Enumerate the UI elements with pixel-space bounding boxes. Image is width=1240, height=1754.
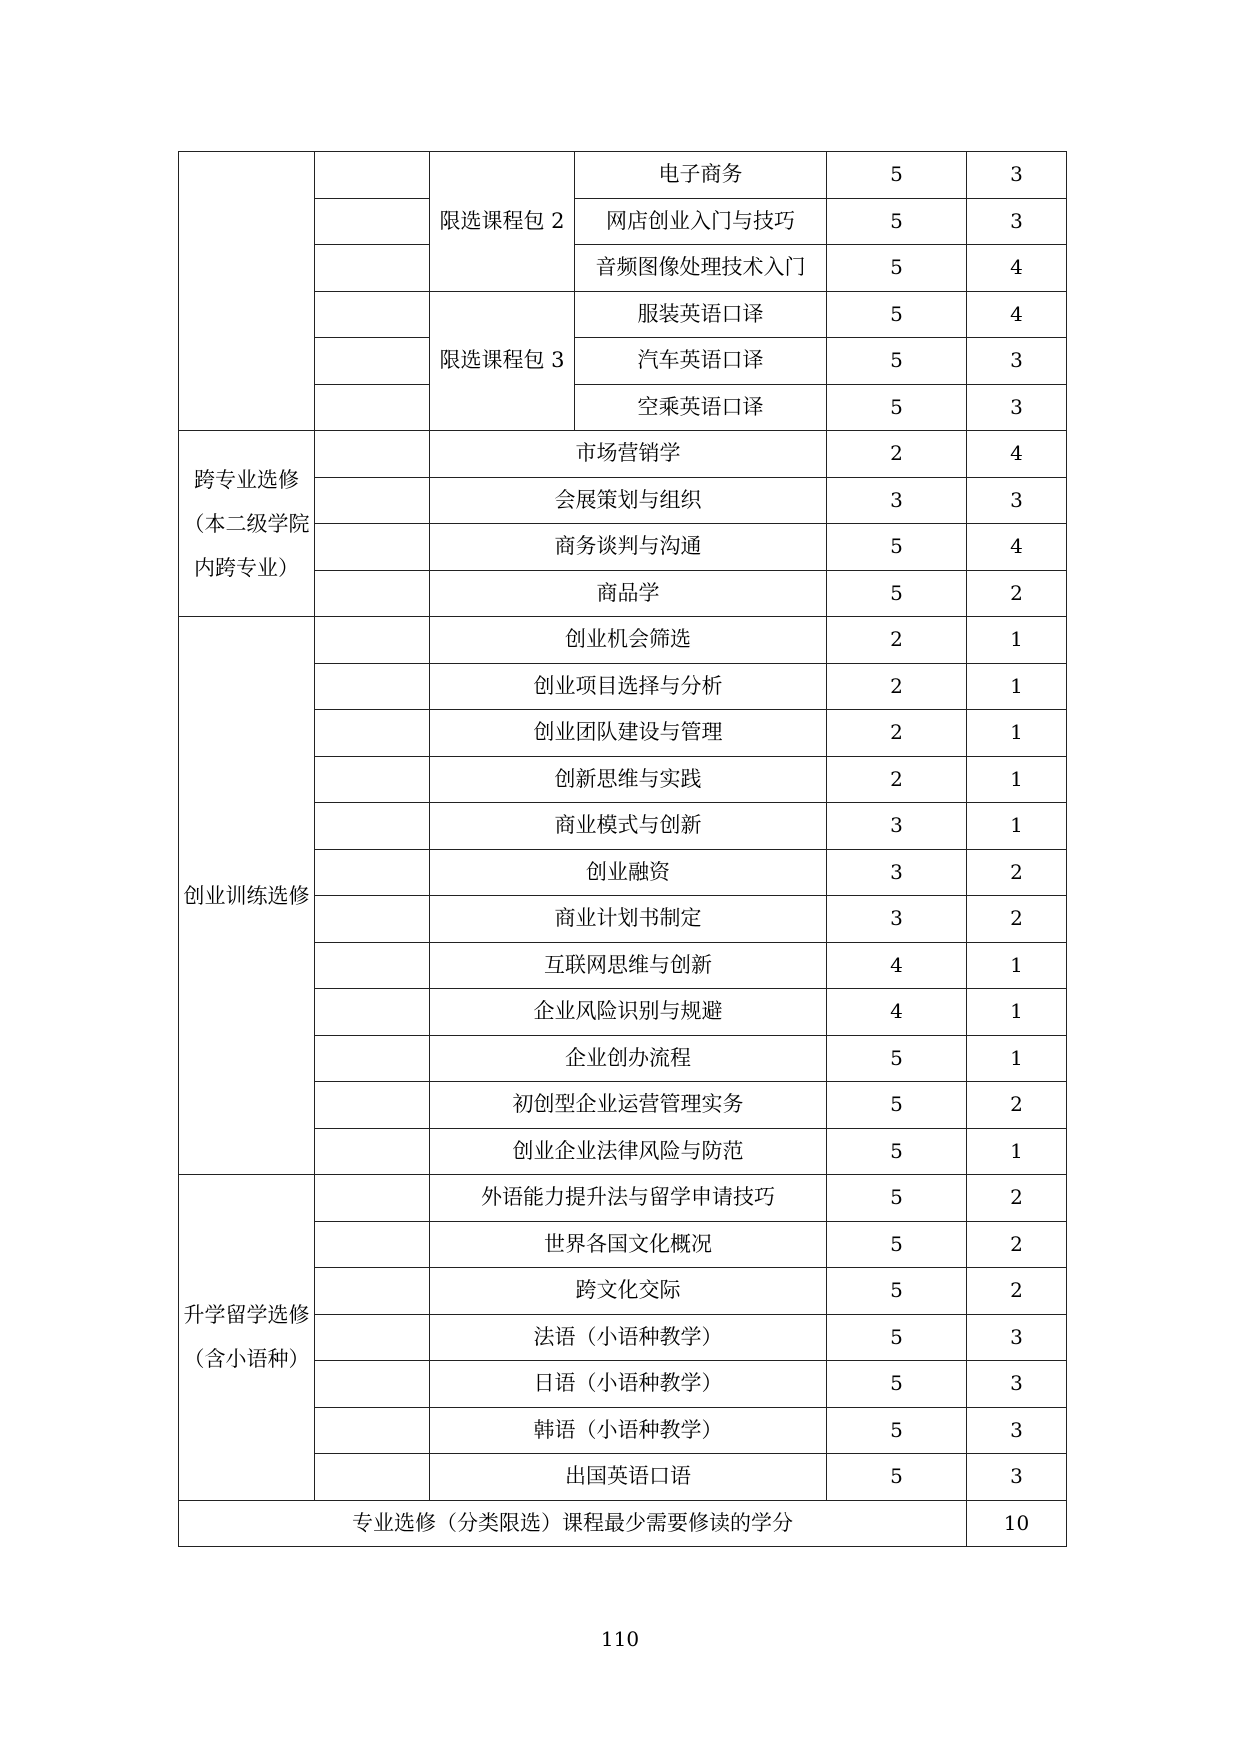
course-name: 音频图像处理技术入门 <box>575 245 827 292</box>
table-row <box>179 431 1067 478</box>
course-semester: 2 <box>827 756 967 803</box>
empty-cell <box>315 477 430 524</box>
course-name: 世界各国文化概况 <box>430 1221 827 1268</box>
empty-cell <box>315 989 430 1036</box>
course-name: 商务谈判与沟通 <box>430 524 827 571</box>
course-credits: 1 <box>967 1035 1067 1082</box>
course-credits: 1 <box>967 942 1067 989</box>
course-name: 创业融资 <box>430 849 827 896</box>
empty-cell <box>315 1082 430 1129</box>
course-name: 商品学 <box>430 570 827 617</box>
course-credits: 2 <box>967 570 1067 617</box>
table-row <box>179 152 1067 199</box>
empty-cell <box>315 152 430 199</box>
course-semester: 5 <box>827 570 967 617</box>
course-credits: 3 <box>967 1361 1067 1408</box>
empty-cell <box>315 245 430 292</box>
course-semester: 5 <box>827 1361 967 1408</box>
empty-cell <box>315 524 430 571</box>
course-name: 创业项目选择与分析 <box>430 663 827 710</box>
course-credits: 3 <box>967 198 1067 245</box>
course-credits: 2 <box>967 849 1067 896</box>
course-name: 出国英语口语 <box>430 1454 827 1501</box>
empty-cell <box>315 942 430 989</box>
course-credits: 1 <box>967 617 1067 664</box>
course-name: 跨文化交际 <box>430 1268 827 1315</box>
empty-cell <box>315 803 430 850</box>
course-name: 企业创办流程 <box>430 1035 827 1082</box>
empty-cell <box>315 570 430 617</box>
course-credits: 3 <box>967 1407 1067 1454</box>
course-name: 市场营销学 <box>430 431 827 478</box>
course-semester: 5 <box>827 1314 967 1361</box>
empty-category-cell <box>179 152 315 431</box>
course-groups <box>179 431 1067 1501</box>
course-name: 外语能力提升法与留学申请技巧 <box>430 1175 827 1222</box>
course-semester: 3 <box>827 896 967 943</box>
package-label: 限选课程包 3 <box>430 291 575 431</box>
course-credits: 4 <box>967 524 1067 571</box>
course-name: 法语（小语种教学） <box>430 1314 827 1361</box>
course-semester: 5 <box>827 524 967 571</box>
category-label: 跨专业选修（本二级学院内跨专业） <box>179 431 315 617</box>
course-semester: 5 <box>827 1268 967 1315</box>
course-credits: 3 <box>967 338 1067 385</box>
course-name: 互联网思维与创新 <box>430 942 827 989</box>
summary-row <box>179 1500 1067 1547</box>
course-name: 创新思维与实践 <box>430 756 827 803</box>
empty-cell <box>315 338 430 385</box>
course-credits: 3 <box>967 1454 1067 1501</box>
course-credits: 2 <box>967 1268 1067 1315</box>
page-number: 110 <box>600 1627 640 1651</box>
course-name: 商业计划书制定 <box>430 896 827 943</box>
course-credits: 1 <box>967 663 1067 710</box>
course-name: 创业团队建设与管理 <box>430 710 827 757</box>
course-semester: 2 <box>827 617 967 664</box>
course-credits: 4 <box>967 431 1067 478</box>
package-label: 限选课程包 2 <box>430 152 575 292</box>
course-credits: 2 <box>967 896 1067 943</box>
course-semester: 5 <box>827 245 967 292</box>
course-credits: 4 <box>967 291 1067 338</box>
empty-cell <box>315 710 430 757</box>
course-name: 空乘英语口译 <box>575 384 827 431</box>
summary-credits: 10 <box>967 1500 1067 1547</box>
course-semester: 3 <box>827 477 967 524</box>
course-name: 汽车英语口译 <box>575 338 827 385</box>
course-name: 网店创业入门与技巧 <box>575 198 827 245</box>
course-semester: 5 <box>827 1082 967 1129</box>
course-name: 会展策划与组织 <box>430 477 827 524</box>
course-semester: 4 <box>827 942 967 989</box>
course-semester: 2 <box>827 663 967 710</box>
course-semester: 5 <box>827 198 967 245</box>
course-credits: 2 <box>967 1221 1067 1268</box>
course-credits: 1 <box>967 710 1067 757</box>
course-credits: 2 <box>967 1175 1067 1222</box>
empty-cell <box>315 663 430 710</box>
course-semester: 3 <box>827 849 967 896</box>
empty-cell <box>315 1361 430 1408</box>
empty-cell <box>315 1454 430 1501</box>
summary-label: 专业选修（分类限选）课程最少需要修读的学分 <box>179 1500 967 1547</box>
course-semester: 5 <box>827 1035 967 1082</box>
course-credits: 2 <box>967 1082 1067 1129</box>
table-row <box>179 1175 1067 1222</box>
course-semester: 5 <box>827 338 967 385</box>
empty-cell <box>315 1407 430 1454</box>
course-name: 创业企业法律风险与防范 <box>430 1128 827 1175</box>
empty-cell <box>315 291 430 338</box>
course-name: 服装英语口译 <box>575 291 827 338</box>
course-semester: 2 <box>827 710 967 757</box>
course-name: 初创型企业运营管理实务 <box>430 1082 827 1129</box>
empty-cell <box>315 384 430 431</box>
empty-cell <box>315 849 430 896</box>
course-semester: 5 <box>827 384 967 431</box>
course-name: 韩语（小语种教学） <box>430 1407 827 1454</box>
course-semester: 5 <box>827 1407 967 1454</box>
course-semester: 5 <box>827 1221 967 1268</box>
empty-cell <box>315 1314 430 1361</box>
course-semester: 3 <box>827 803 967 850</box>
empty-cell <box>315 756 430 803</box>
course-semester: 5 <box>827 1128 967 1175</box>
course-name: 日语（小语种教学） <box>430 1361 827 1408</box>
course-credits: 1 <box>967 1128 1067 1175</box>
course-credits: 4 <box>967 245 1067 292</box>
category-label: 升学留学选修（含小语种） <box>179 1175 315 1501</box>
course-credits: 3 <box>967 1314 1067 1361</box>
course-name: 电子商务 <box>575 152 827 199</box>
course-semester: 2 <box>827 431 967 478</box>
category-label: 创业训练选修 <box>179 617 315 1175</box>
empty-cell <box>315 1175 430 1222</box>
table-row <box>179 617 1067 664</box>
empty-cell <box>315 198 430 245</box>
empty-cell <box>315 896 430 943</box>
course-name: 创业机会筛选 <box>430 617 827 664</box>
course-semester: 5 <box>827 291 967 338</box>
empty-cell <box>315 1221 430 1268</box>
course-name: 企业风险识别与规避 <box>430 989 827 1036</box>
empty-cell <box>315 1035 430 1082</box>
empty-cell <box>315 617 430 664</box>
course-semester: 5 <box>827 1454 967 1501</box>
course-credits: 1 <box>967 803 1067 850</box>
course-semester: 5 <box>827 1175 967 1222</box>
empty-cell <box>315 1128 430 1175</box>
course-credits: 3 <box>967 477 1067 524</box>
empty-cell <box>315 1268 430 1315</box>
course-semester: 5 <box>827 152 967 199</box>
course-semester: 4 <box>827 989 967 1036</box>
course-name: 商业模式与创新 <box>430 803 827 850</box>
course-credits: 3 <box>967 152 1067 199</box>
course-table <box>178 151 1067 1547</box>
empty-cell <box>315 431 430 478</box>
course-credits: 1 <box>967 756 1067 803</box>
course-credits: 3 <box>967 384 1067 431</box>
course-credits: 1 <box>967 989 1067 1036</box>
